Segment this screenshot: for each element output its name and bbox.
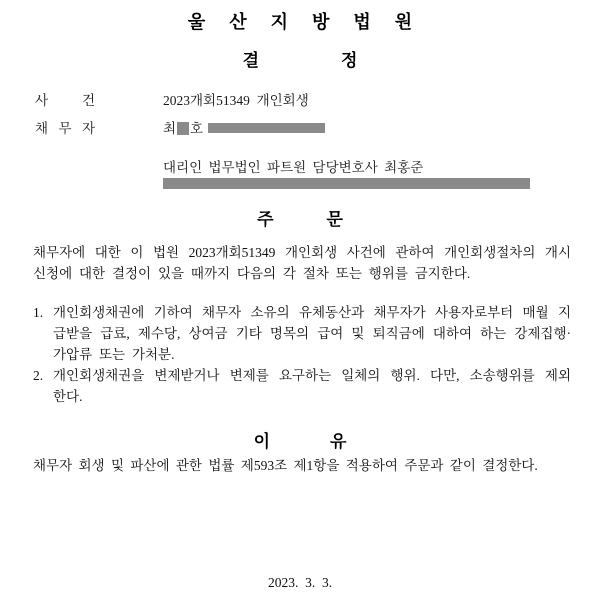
reason-heading-char2: 유 bbox=[330, 432, 347, 451]
order-item-2-line: 개인회생채권을 변제받거나 변제를 요구하는 일체의 행위. 다만, 소송행위를 제외 bbox=[53, 368, 571, 383]
redaction-box-name-char bbox=[177, 122, 189, 135]
order-item-list bbox=[33, 302, 571, 407]
decision-heading-char2: 정 bbox=[341, 51, 358, 70]
debtor-label-char: 자 bbox=[81, 121, 95, 136]
case-label-char: 건 bbox=[81, 93, 95, 108]
debtor-row bbox=[35, 120, 325, 137]
order-paragraph bbox=[33, 243, 571, 284]
order-item-1-number: 1. bbox=[33, 305, 44, 320]
case-number-value: 2023개회51349 개인회생 bbox=[163, 93, 309, 108]
order-paragraph-line: 채무자에 대한 이 법원 2023개회51349 개인회생 사건에 관하여 개인회생절차의 개시 bbox=[33, 245, 571, 260]
debtor-name-prefix: 최 bbox=[163, 121, 177, 136]
court-name-heading bbox=[0, 8, 600, 34]
order-item-1-line: 가압류 또는 가처분. bbox=[53, 347, 175, 362]
court-name-text: 울산지방법원 bbox=[187, 12, 437, 32]
decision-heading-char1: 결 bbox=[242, 51, 259, 70]
representative-line: 대리인 법무법인 파트원 담당변호사 최홍준 bbox=[163, 160, 424, 175]
case-label bbox=[35, 92, 95, 109]
reason-heading-char1: 이 bbox=[253, 432, 270, 451]
debtor-label-char: 무 bbox=[58, 121, 72, 136]
decision-date: 2023. 3. 3. bbox=[267, 575, 333, 590]
reason-text: 채무자 회생 및 파산에 관한 법률 제593조 제1항을 적용하여 주문과 같이 결정한다. bbox=[33, 458, 538, 473]
debtor-label-char: 채 bbox=[35, 121, 49, 136]
reason-heading bbox=[0, 427, 600, 452]
order-item-1-line: 개인회생채권에 기하여 채무자 소유의 유체동산과 채무자가 사용자로부터 매월 지 bbox=[53, 305, 571, 320]
redaction-bar-short bbox=[208, 123, 325, 133]
decision-heading bbox=[0, 46, 600, 71]
order-item-2-number: 2. bbox=[33, 368, 44, 383]
debtor-label bbox=[35, 120, 95, 137]
order-heading-char2: 문 bbox=[326, 210, 343, 229]
order-heading bbox=[0, 205, 600, 230]
case-label-char: 사 bbox=[35, 93, 49, 108]
case-number-row bbox=[35, 92, 309, 109]
order-item-2 bbox=[33, 365, 571, 407]
debtor-name-suffix: 호 bbox=[190, 121, 204, 136]
order-paragraph-line: 신청에 대한 결정이 있을 때까지 다음의 각 절차 또는 행위를 금지한다. bbox=[33, 265, 471, 281]
redaction-bar-wide bbox=[163, 178, 530, 189]
order-item-1 bbox=[33, 302, 571, 365]
order-item-2-line: 한다. bbox=[53, 389, 83, 404]
debtor-name-value bbox=[163, 120, 325, 137]
order-item-1-line: 급받을 급료, 제수당, 상여금 기타 명목의 급여 및 퇴직금에 대하여 하는 강제집행· bbox=[53, 326, 571, 341]
order-heading-char1: 주 bbox=[257, 210, 274, 229]
